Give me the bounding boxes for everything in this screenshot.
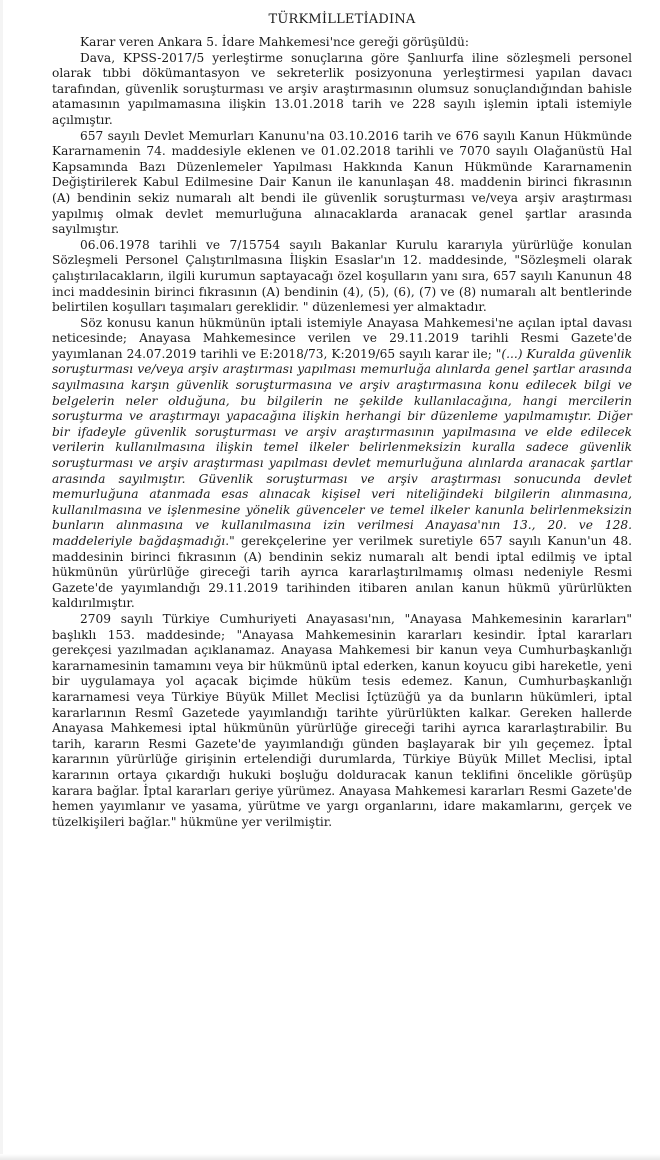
paragraph-constitution-153: 2709 sayılı Türkiye Cumhuriyeti Anayasası'nın, "Anayasa Mahkemesinin kararları" başlıklı 153. maddesinde; "Anayasa Mahkemesinin kararları kesindir. İptal kararları gerekçesi yazılmadan açıklanamaz. Anayasa Mahkemesi bir kanun veya Cumhurbaşkanlığı kararnamesinin tamamını veya bir hükmünü iptal ederken, kanun koyucu gibi hareketle, yeni bir uygulamaya yol açacak biçimde hüküm tesis edemez. Kanun, Cumhurbaşkanlığı kararnamesi veya Türkiye Büyük Millet Meclisi İçtüzüğü ya da bunların hükümleri, iptal kararlarının Resmî Gazetede yayımlandığı tarihte yürürlükten kalkar. Gereken hallerde Anayasa Mahkemesi iptal hükmünün yürürlüğe gireceği tarihi ayrıca kararlaştırabilir. Bu tarih, kararın Resmi Gazete'de yayımlandığı günden başlayarak bir yılı geçemez. İptal kararının yürürlüğe girişinin ertelendiği durumlarda, Türkiye Büyük Millet Meclisi, iptal kararının ortaya çıkardığı hukuki boşluğu dolduracak kanun teklifini öncelikle görüşüp karara bağlar. İptal kararları geriye yürümez. Anayasa Mahkemesi kararları Resmi Gazete'de hemen yayımlanır ve yasama, yürütme ve yargı organlarını, idare makamlarını, gerçek ve tüzelkişileri bağlar." hükmüne yer verilmiştir. xyxy=(52,611,632,829)
quoted-court-reasoning: (...) Kuralda güvenlik soruşturması ve/veya arşiv araştırması yapılması memurluğa alınlarda genel şartlar arasında sayılmasına karşın güvenlik soruşturmasına ve arşiv araştırmasına konu edilecek bilgi ve belgelerin neler olduğuna, bu bilgilerin ne şekilde kullanılacağına, hangi mercilerin soruşturma ve araştırmayı yapacağına ilişkin herhangi bir düzenleme yapılmamıştır. Diğer bir ifadeyle güvenlik soruşturması ve arşiv araştırmasının yapılmasına ve elde edilecek verilerin kullanılmasına ilişkin temel ilkeler belirlenmeksizin kuralla sadece güvenlik soruşturması ve arşiv araştırması yapılması devlet memurluğuna alınlarda aranacak şartlar arasında sayılmıştır. Güvenlik soruşturması ve arşiv araştırması sonucunda devlet memurluğuna atanmada esas alınacak kişisel veri niteliğindeki bilgilerin alınmasına, kullanılmasına ve işlenmesine yönelik güvenceler ve temel ilkeler kanunla belirlenmeksizin bunların alınmasına ve kullanılmasına izin verilmesi Anayasa'nın 13., 20. ve 128. maddeleriyle bağdaşmadığı xyxy=(52,346,632,548)
scan-edge xyxy=(0,0,3,1160)
paragraph-tail-text: ." gerekçelerine yer verilmek suretiyle 657 sayılı Kanun'un 48. maddesinin birinci fıkrasının (A) bendinin sekiz numaralı alt bendi iptal edilmiş ve iptal hükmünün yürürlüğe gireceği tarih ayrıca kararlaştırılmamış olması nedeniyle Resmi Gazete'de yayımlandığı 29.11.2019 tarihinden itibaren anılan kanun hükmü yürürlükten kaldırılmıştır. xyxy=(52,534,632,611)
paragraph-regulation-1978: 06.06.1978 tarihli ve 7/15754 sayılı Bakanlar Kurulu kararıyla yürürlüğe konulan Sözleşmeli Personel Çalıştırılmasına İlişkin Esaslar'ın 12. maddesinde, "Sözleşmeli olarak çalıştırılacakların, ilgili kurumun saptayacağı özel koşulların yanı sıra, 657 sayılı Kanunun 48 inci maddesinin birinci fıkrasının (A) bendinin (4), (5), (6), (7) ve (8) numaralı alt bentlerinde belirtilen koşulları taşımaları gereklidir. " düzenlemesi yer almaktadır. xyxy=(52,237,632,315)
paragraph-constitutional-court xyxy=(52,316,632,612)
paragraph-intro: Karar veren Ankara 5. İdare Mahkemesi'nce gereği görüşüldü: xyxy=(80,35,470,49)
paragraph-case-summary: Dava, KPSS-2017/5 yerleştirme sonuçlarına göre Şanlıurfa iline sözleşmeli personel olarak tıbbi dökümantasyon ve sekreterlik posizyonuna yerleştirmesi yapılan davacı tarafından, güvenlik soruşturması ve arşiv araştırmasının olumsuz sonuçlandığından bahisle atamasının yapılmamasına ilişkin 13.01.2018 tarih ve 228 sayılı işlemin iptali istemiyle açılmıştır. xyxy=(52,50,632,127)
paragraph-law-657: 657 sayılı Devlet Memurları Kanunu'na 03.10.2016 tarih ve 676 sayılı Kanun Hükmünde Kararnamenin 74. maddesiyle eklenen ve 01.02.2018 tarihli ve 7070 sayılı Olağanüstü Hal Kapsamında Bazı Düzenlemeler Yapılması Hakkında Kanun Hükmünde Kararnamenin Değiştirilerek Kabul Edilmesine Dair Kanun ile kanunlaşan 48. maddenin birinci fıkrasının (A) bendinin sekiz numaralı alt bendi ile güvenlik soruşturması ve/veya arşiv araştırması yapılmış olmak devlet memurluğuna alınacaklarda aranacak genel şartlar arasında sayılmıştır. xyxy=(52,128,632,237)
document-header: TÜRKMİLLETİADINA xyxy=(268,12,416,27)
paragraph-lead-text: Söz konusu kanun hükmünün iptali istemiyle Anayasa Mahkemesi'ne açılan iptal davası neticesinde; Anayasa Mahkemesince verilen ve 29.11.2019 tarihli Resmi Gazete'de yayımlanan 24.07.2019 tarihli ve E:2018/73, K:2019/65 sayılı karar ile; " xyxy=(52,315,632,361)
scan-bottom-edge xyxy=(0,1154,660,1160)
